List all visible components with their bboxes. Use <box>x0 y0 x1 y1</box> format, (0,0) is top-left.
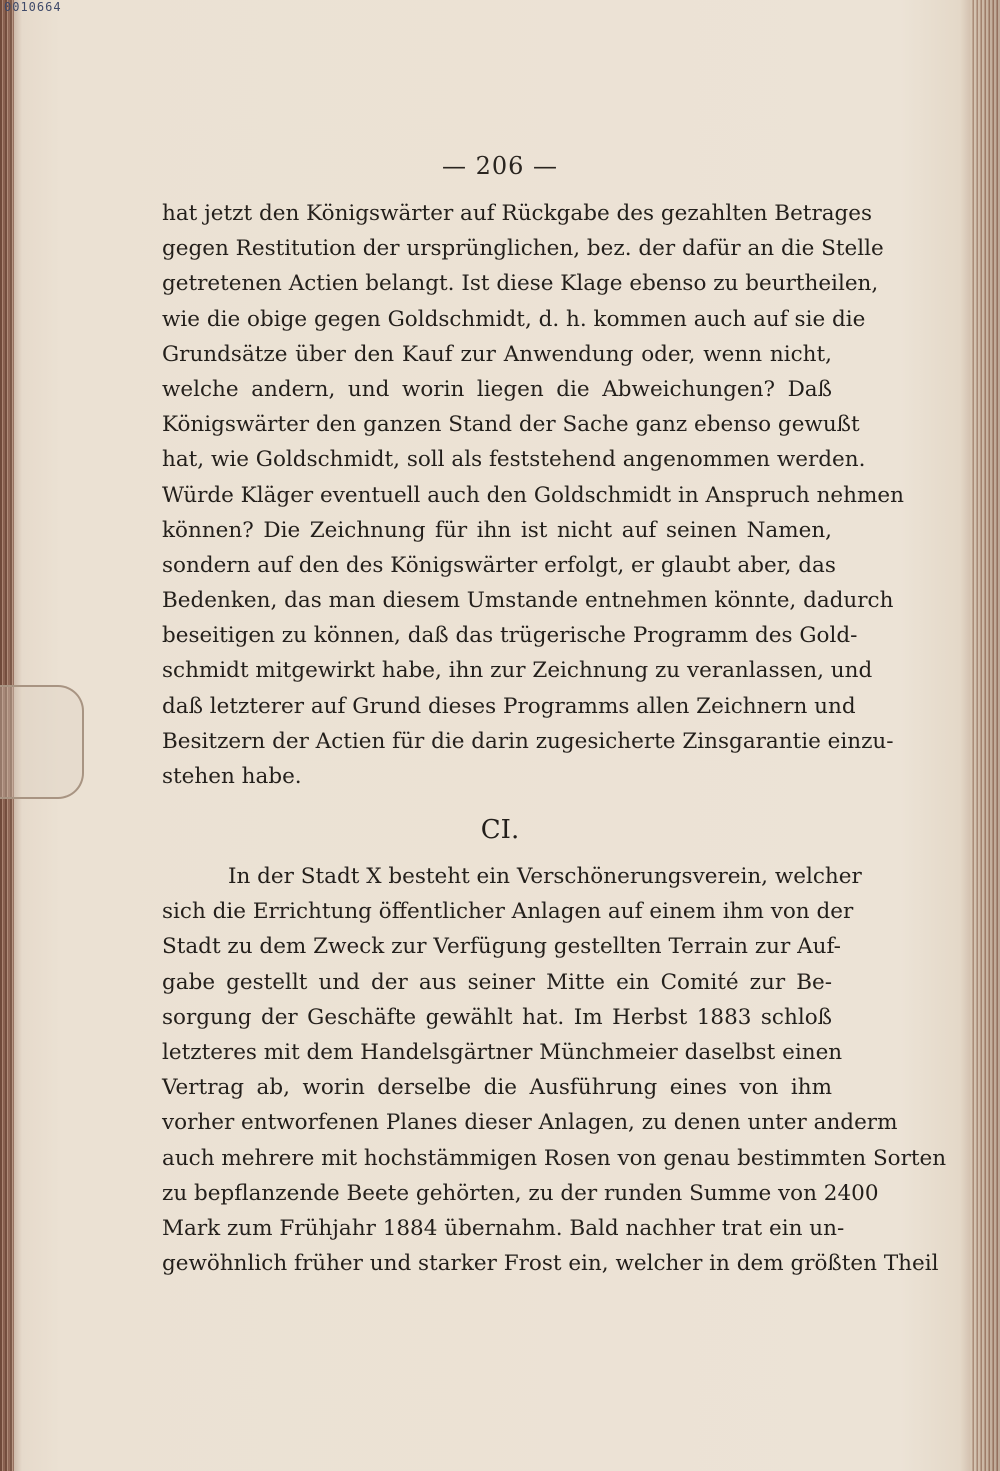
text-line: sorgung der Geschäfte gewählt hat. Im Herbst 1883 schloß <box>162 1004 832 1030</box>
catalog-mark: 0010664 <box>4 0 62 14</box>
text-line: stehen habe. <box>162 764 302 789</box>
text-line: hat, wie Goldschmidt, soll als feststehend angenommen werden. <box>162 447 866 473</box>
bookmark-tab <box>0 685 84 799</box>
text-line: In der Stadt X besteht ein Verschönerungsverein, welcher <box>228 864 862 889</box>
text-line: auch mehrere mit hochstämmigen Rosen von genau bestimmten Sorten <box>162 1145 947 1171</box>
text-line: daß letzterer auf Grund dieses Programms allen Zeichnern und <box>162 693 856 719</box>
section-heading: CI. <box>480 815 520 845</box>
text-line: sich die Errichtung öffentlicher Anlagen auf einem ihm von der <box>162 899 854 925</box>
text-line: Würde Kläger eventuell auch den Goldschmidt in Anspruch nehmen <box>162 482 904 508</box>
text-line: wie die obige gegen Goldschmidt, d. h. kommen auch auf sie die <box>162 306 866 332</box>
text-line: beseitigen zu können, daß das trügerische Programm des Gold- <box>162 623 858 649</box>
paragraph-1 <box>162 196 904 794</box>
text-line: schmidt mitgewirkt habe, ihn zur Zeichnung zu veranlassen, und <box>162 658 873 684</box>
paragraph-2 <box>162 859 947 1281</box>
text-line: gabe gestellt und der aus seiner Mitte ein Comité zur Be- <box>162 969 832 995</box>
page-edges <box>970 0 1000 1471</box>
text-line: Besitzern der Actien für die darin zugesicherte Zinsgarantie einzu- <box>162 728 894 754</box>
text-line: welche andern, und worin liegen die Abweichungen? Daß <box>162 376 832 402</box>
text-line: getretenen Actien belangt. Ist diese Klage ebenso zu beurtheilen, <box>162 271 879 297</box>
text-line: Mark zum Frühjahr 1884 übernahm. Bald nachher trat ein un- <box>162 1215 845 1241</box>
text-line: gegen Restitution der ursprünglichen, bez. der dafür an die Stelle <box>162 236 884 262</box>
text-line: letzteres mit dem Handelsgärtner Münchmeier daselbst einen <box>162 1039 843 1065</box>
page-header: — 206 — <box>441 152 559 180</box>
text-line: Vertrag ab, worin derselbe die Ausführung eines von ihm <box>162 1075 832 1101</box>
text-line: Grundsätze über den Kauf zur Anwendung oder, wenn nicht, <box>162 341 832 367</box>
text-line: hat jetzt den Königswärter auf Rückgabe des gezahlten Betrages <box>162 201 873 226</box>
text-line: zu bepflanzende Beete gehörten, zu der runden Summe von 2400 <box>162 1180 879 1206</box>
text-line: sondern auf den des Königswärter erfolgt, er glaubt aber, das <box>162 552 836 578</box>
text-line: vorher entworfenen Planes dieser Anlagen, zu denen unter anderm <box>162 1110 898 1136</box>
text-line: Königswärter den ganzen Stand der Sache ganz ebenso gewußt <box>162 412 860 438</box>
text-line: Stadt zu dem Zweck zur Verfügung gestellten Terrain zur Auf- <box>162 934 841 960</box>
text-line: können? Die Zeichnung für ihn ist nicht auf seinen Namen, <box>162 517 832 543</box>
text-line: Bedenken, das man diesem Umstande entnehmen könnte, dadurch <box>162 588 894 614</box>
text-line: gewöhnlich früher und starker Frost ein, welcher in dem größten Theil <box>162 1251 939 1277</box>
